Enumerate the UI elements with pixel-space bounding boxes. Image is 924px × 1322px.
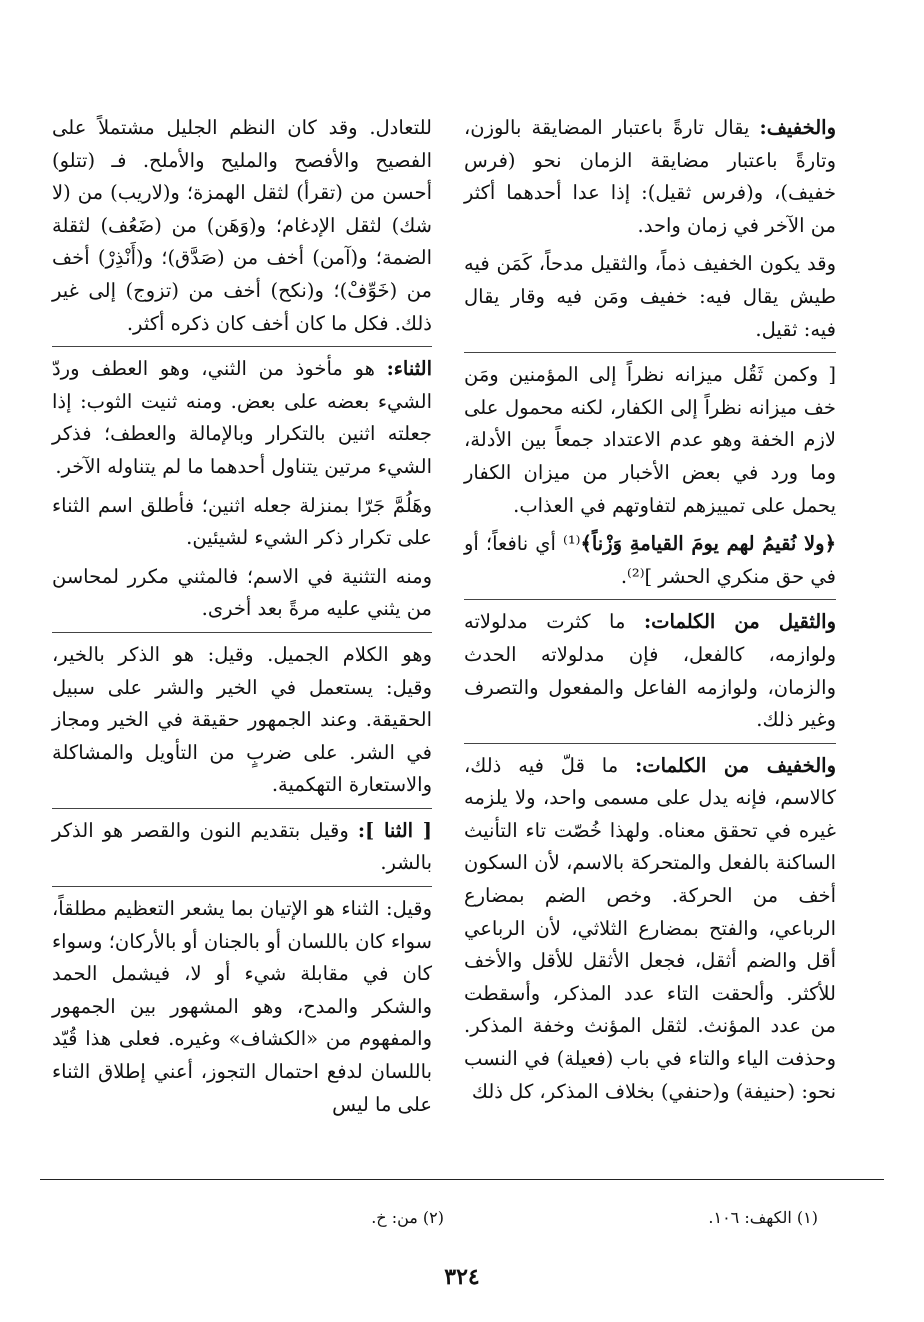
paragraph-text: هو مأخوذ من الثني، وهو العطف وردّ الشيء بعضه على بعض. ومنه ثنيت الثوب: إذا جعلته اثنين بالتكرار وبالإمالة والعطف؛ فذكر الشيء مرتين يتناول أحدهما ما لم يتناوله الآخر. xyxy=(52,357,432,478)
paragraph-quran-verse xyxy=(464,528,836,593)
verse-quote: ﴿ولا نُقيمُ لهم يومَ القيامةِ وَزْناً﴾ xyxy=(580,532,837,556)
paragraph-thanaa-taarif xyxy=(52,886,432,1121)
paragraph-thana xyxy=(52,808,432,880)
page-number: ٣٢٤ xyxy=(444,1264,480,1290)
paragraph-text: [ وكمن ثَقُل ميزانه نظراً إلى المؤمنين ومَن خف ميزانه نظراً إلى الكفار، لكنه محمول على لازم الخفة وهو عدم الاعتداد جمعاً بين الأدلة، وما ورد في بعض الأخبار من ميزان الكفار يحمل على تمييزهم لتفاوتهم في العذاب. xyxy=(464,363,836,517)
paragraph-halumma xyxy=(52,490,432,555)
paragraph-text: وهو الكلام الجميل. وقيل: هو الذكر بالخير، وقيل: يستعمل في الخير والشر على سبيل الحقيقة. وعند الجمهور حقيقة في الخير ومجاز في الشر. على ضربٍ من التأويل والمشاكلة والاستعارة التهكمية. xyxy=(52,642,432,797)
paragraph-text: للتعادل. وقد كان النظم الجليل مشتملاً على الفصيح والأفصح والمليح والأملح. فـ (تتلو) أحسن من (تقرأ) لثقل الهمزة؛ و(لاريب) من (لا شك) لثقل الإدغام؛ و(وَهَن) من (ضَعُف) لثقلة الضمة؛ و(آمن) أخف من (صَدَّق)؛ و(أَنْذِرْ) أخف من (خَوِّفْ)؛ و(نكح) أخف من (تزوج) إلى غير ذلك. فكل ما كان أخف كان ذكره أكثر. xyxy=(52,116,432,335)
paragraph-text: ومنه التثنية في الاسم؛ فالمثني مكرر لمحاسن من يثني عليه مرةً بعد أخرى. xyxy=(52,564,432,621)
paragraph-tathniya xyxy=(52,561,432,626)
paragraph-text: ما قلّ فيه ذلك، كالاسم، فإنه يدل على مسمى واحد، ولا يلزمه غيره في تحقق معناه. ولهذا خُصّت تاء التأنيث الساكنة بالفعل والمتحركة بالاسم، لأن السكون أخف من الحركة. وخص الضم بمضارع الرباعي، والفتح بمضارع الثلاثي، لأن الرباعي أقل والضم أثقل، فجعل الأثقل للأقل والأخف للأكثر. وألحقت التاء عدد المذكر، وأسقطت من عدد المؤنث. لثقل المؤنث وخفة المذكر. وحذفت الياء والتاء في باب (فعيلة) في النسب نحو: (حنيفة) و(حنفي) بخلاف المذكر، كل ذلك xyxy=(464,753,836,1103)
term-heading: [ الثنا ]: xyxy=(357,818,432,842)
term-heading: والخفيف: xyxy=(759,116,836,139)
footnote-2: (٢) من: خ. xyxy=(371,1208,444,1227)
left-column xyxy=(52,112,432,1127)
paragraph-taadul xyxy=(52,112,432,340)
paragraph-text: يقال تارةً باعتبار المضايقة بالوزن، وتارةً باعتبار مضايقة الزمان نحو (فرس خفيف)، و(فرس ثقيل): إذا عدا أحدهما أكثر من الآخر في زمان واحد. xyxy=(464,116,836,237)
paragraph-text: وقيل: الثناء هو الإتيان بما يشعر التعظيم مطلقاً، سواء كان باللسان أو بالجنان أو بالأركان؛ وسواء كان في مقابلة شيء أو لا، فيشمل الحمد والشكر والمدح، وهو المشهور بين الجمهور والمفهوم من «الكشاف» وغيره. فعلى هذا قُيّد باللسان لدفع احتمال التجوز، أعني إطلاق الثناء على ما ليس xyxy=(52,897,432,1116)
footnote-1: (١) الكهف: ١٠٦. xyxy=(708,1208,818,1227)
right-column xyxy=(464,112,836,1114)
paragraph-text: ما كثرت مدلولاته ولوازمه، كالفعل، فإن مدلولاته الحدث والزمان، ولوازمه الفاعل والمفعول والتصرف وغير ذلك. xyxy=(464,610,836,732)
paragraph-kalam-jamil xyxy=(52,632,432,802)
paragraph-thanaa xyxy=(52,346,432,483)
paragraph-dhamm-madh xyxy=(464,248,836,346)
paragraph-thaqil-kalimat xyxy=(464,599,836,736)
paragraph-khafif xyxy=(464,112,836,242)
footnote-divider xyxy=(40,1179,884,1180)
paragraph-text: ⁽¹⁾ أي نافعاً؛ أو في حق منكري الحشر ]⁽²⁾. xyxy=(464,532,836,588)
paragraph-mizan xyxy=(464,352,836,522)
paragraph-khafif-kalimat xyxy=(464,743,836,1109)
paragraph-text: وقد يكون الخفيف ذماً، والثقيل مدحاً، كَمَن فيه طيش يقال فيه: خفيف ومَن فيه وقار يقال فيه: ثقيل. xyxy=(464,252,836,341)
paragraph-text: وقيل بتقديم النون والقصر هو الذكر بالشر. xyxy=(52,818,432,875)
paragraph-text: وهَلُمَّ جَرّا بمنزلة جعله اثنين؛ فأطلق اسم الثناء على تكرار ذكر الشيء لشيئين. xyxy=(52,493,432,550)
term-heading: والخفيف من الكلمات: xyxy=(635,753,836,777)
term-heading: الثناء: xyxy=(386,357,432,381)
term-heading: والثقيل من الكلمات: xyxy=(643,610,837,634)
